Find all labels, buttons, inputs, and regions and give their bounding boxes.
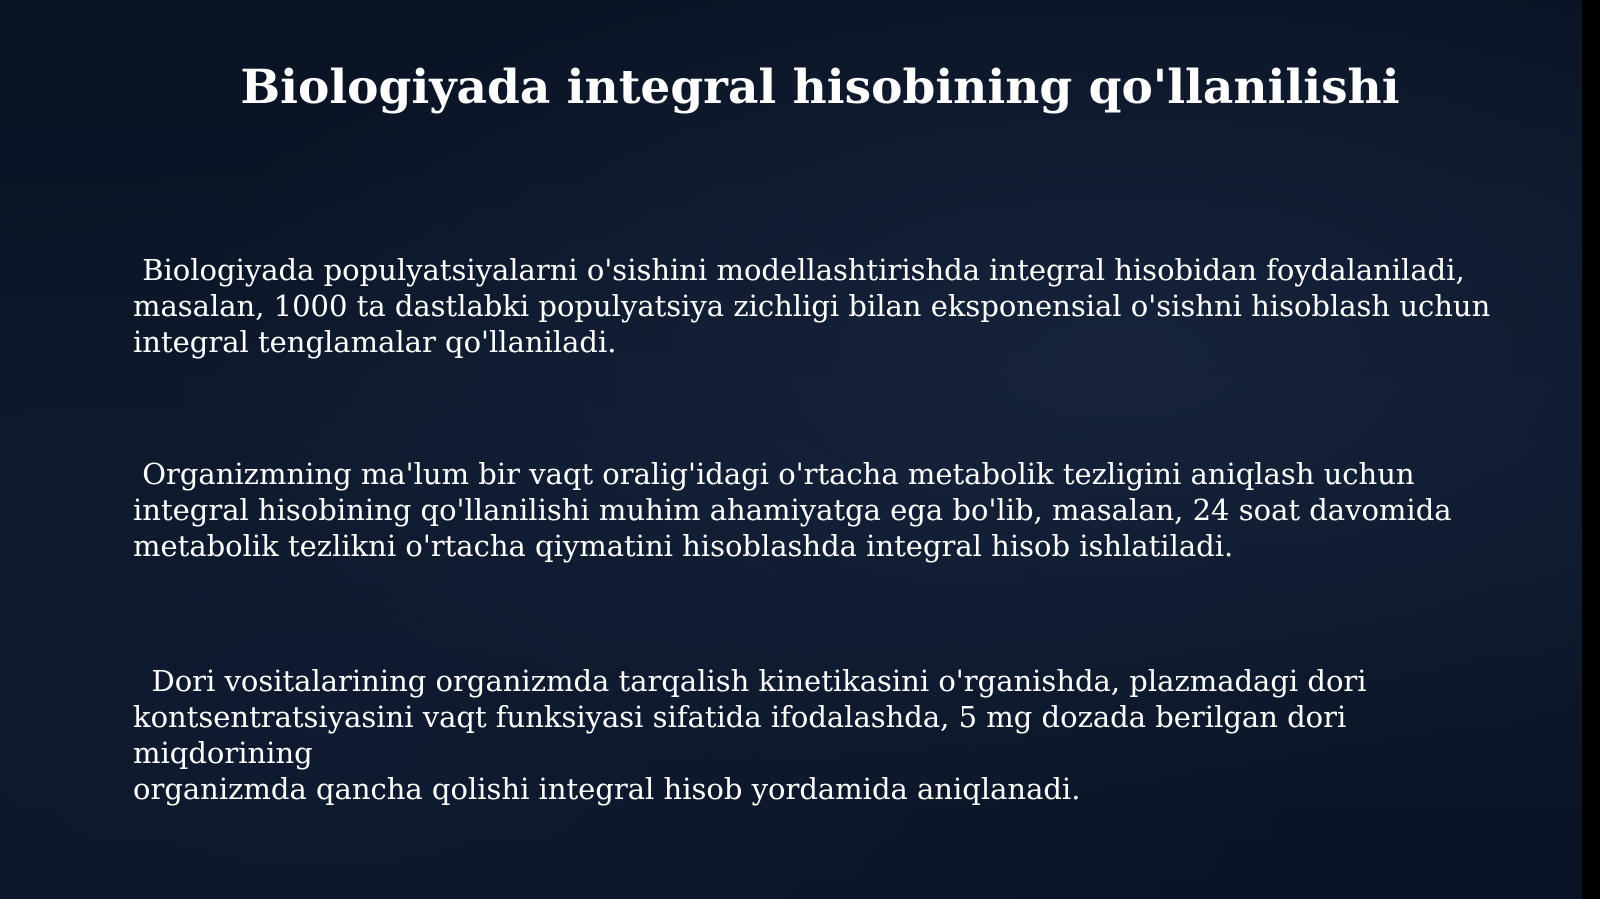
paragraph-metabolic-rate: Organizmning ma'lum bir vaqt oralig'idagi o'rtacha metabolik tezligini aniqlash uchun integral hisobining qo'llanilishi muhim ahamiyatga ega bo'lib, masalan, 24 soat davomida metabolik tezlikni o'rtacha qiymatini hisoblashda integral hisob ishlatiladi. xyxy=(133,457,1452,563)
right-edge-border xyxy=(1582,0,1600,899)
paragraph-drug-kinetics: Dori vositalarining organizmda tarqalish kinetikasini o'rganishda, plazmadagi dori kontsentratsiyasini vaqt funksiyasi sifatida ifodalashda, 5 mg dozada berilgan dori miqdorining organizmda qancha qolishi integral hisob yordamida aniqlanadi. xyxy=(133,664,1367,806)
paragraph-population-growth: Biologiyada populyatsiyalarni o'sishini modellashtirishda integral hisobidan foydalaniladi, masalan, 1000 ta dastlabki populyatsiya zichligi bilan eksponensial o'sishni hisoblash uchun integral tenglamalar qo'llaniladi. xyxy=(133,253,1491,359)
slide-title: Biologiyada integral hisobining qo'llanilishi xyxy=(240,60,1400,115)
